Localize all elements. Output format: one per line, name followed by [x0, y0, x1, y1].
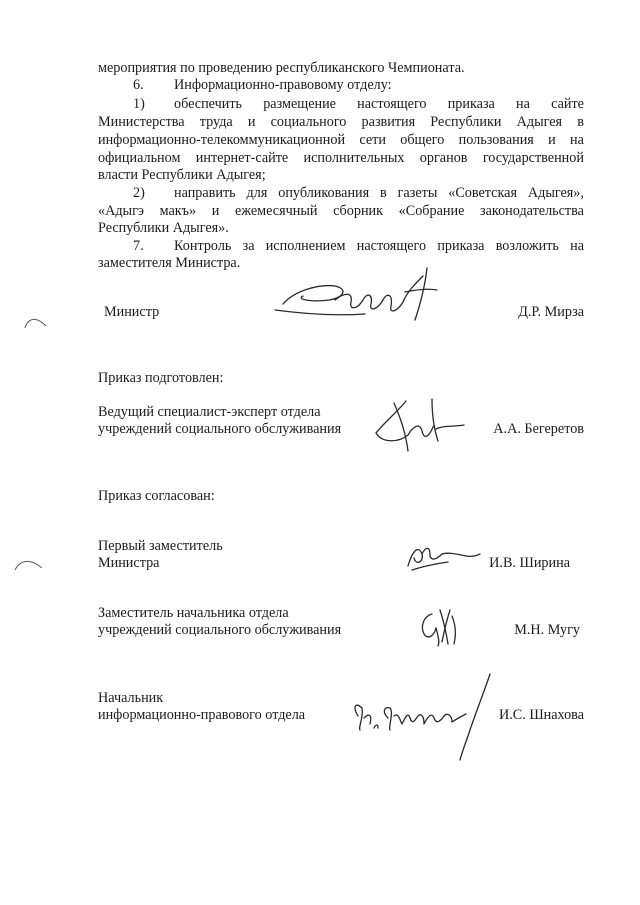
word: в [380, 185, 387, 201]
word: за [242, 238, 255, 254]
word: на [570, 238, 584, 254]
word: Адыгея [516, 114, 563, 130]
signer-1-name: И.В. Ширина [489, 555, 570, 571]
word: настоящего [357, 96, 427, 112]
body-line-1: мероприятия по проведению республиканского Чемпионата. [98, 60, 465, 76]
word: Республики [430, 114, 502, 130]
prepared-heading: Приказ подготовлен: [98, 370, 224, 386]
word: и [211, 203, 220, 219]
item-6-1-line-3 [98, 132, 584, 149]
word: и [247, 114, 256, 130]
word: в [577, 114, 584, 130]
word: и [548, 132, 556, 148]
prepared-name: А.А. Бегеретов [493, 421, 584, 437]
word: сети [359, 132, 386, 148]
item-6-1-line-4 [98, 150, 584, 167]
prepared-position-line-2: учреждений социального обслуживания [98, 421, 342, 437]
word: исполнением [265, 238, 346, 254]
word: для [246, 185, 268, 201]
item-6-number: 6. [133, 77, 144, 93]
signer-3-name: И.С. Шнахова [498, 707, 584, 723]
signer-2-position-line-2: учреждений социального обслуживания [98, 622, 342, 638]
item-6-2-line-1 [174, 185, 584, 202]
minister-name: Д.Р. Мирза [518, 304, 584, 320]
word: официальном [98, 150, 181, 166]
word: развития [361, 114, 416, 130]
word: интернет-сайте [195, 150, 289, 166]
signer-3-signature [348, 672, 498, 762]
word: общего [400, 132, 445, 148]
word: органов [419, 150, 468, 166]
margin-mark [14, 558, 44, 572]
word: на [570, 132, 584, 148]
word: сборник [333, 203, 384, 219]
word: Адыгея», [527, 185, 584, 201]
item-6-text: Информационно-правовому отделу: [174, 77, 392, 93]
word: размещение [263, 96, 336, 112]
item-7-line-1 [174, 238, 584, 255]
word: труда [199, 114, 233, 130]
word: ежемесячный [234, 203, 318, 219]
word: возложить [495, 238, 559, 254]
word: сайте [551, 96, 584, 112]
margin-mark [24, 316, 48, 330]
word: «Советская [448, 185, 517, 201]
word: «Собрание [398, 203, 465, 219]
word: приказа [437, 238, 485, 254]
item-6-2-number: 2) [133, 185, 145, 201]
word: обеспечить [174, 96, 243, 112]
signer-3-position-line-2: информационно-правового отдела [98, 707, 306, 723]
word: информационно-телекоммуникационной [98, 132, 346, 148]
signer-2-position-line-1: Заместитель начальника отдела [98, 605, 289, 621]
word: макъ» [159, 203, 197, 219]
word: исполнительных [303, 150, 405, 166]
minister-signature [265, 262, 445, 332]
word: законодательства [480, 203, 584, 219]
prepared-signature [368, 395, 468, 455]
word: направить [174, 185, 236, 201]
item-7-number: 7. [133, 238, 144, 254]
item-6-1-line-2 [98, 114, 584, 131]
item-6-2-line-2 [98, 203, 584, 220]
word: настоящего [356, 238, 427, 254]
word: социального [270, 114, 347, 130]
signer-3-position-line-1: Начальник [98, 690, 164, 706]
item-6-1-line-1 [174, 96, 584, 113]
word: государственной [482, 150, 584, 166]
word: на [516, 96, 530, 112]
agreed-heading: Приказ согласован: [98, 488, 215, 504]
signer-1-position-line-1: Первый заместитель [98, 538, 223, 554]
word: «Адыгэ [98, 203, 144, 219]
word: Министерства [98, 114, 185, 130]
word: приказа [447, 96, 495, 112]
word: Контроль [174, 238, 232, 254]
signer-2-signature [416, 606, 466, 650]
word: газеты [397, 185, 438, 201]
word: опубликования [278, 185, 370, 201]
minister-title: Министр [104, 304, 160, 320]
signer-2-name: М.Н. Мугу [514, 622, 580, 638]
item-6-1-line-5: власти Республики Адыгея; [98, 167, 266, 183]
item-6-2-line-3: Республики Адыгея». [98, 220, 229, 236]
item-6-1-number: 1) [133, 96, 145, 112]
word: пользования [458, 132, 534, 148]
item-7-line-2: заместителя Министра. [98, 255, 241, 271]
signer-1-position-line-2: Министра [98, 555, 160, 571]
prepared-position-line-1: Ведущий специалист-эксперт отдела [98, 404, 321, 420]
